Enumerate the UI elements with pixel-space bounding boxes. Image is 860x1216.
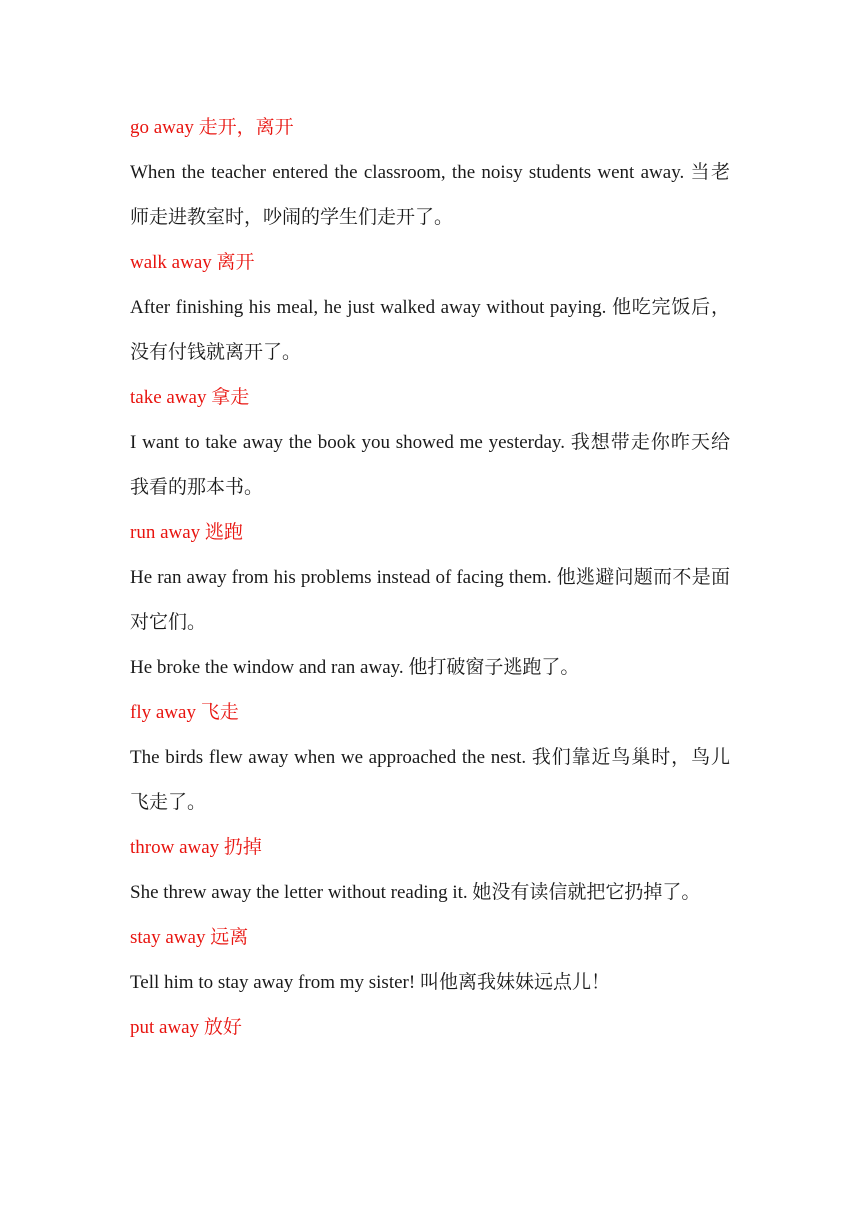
example-sentence: The birds flew away when we approached the nest. 我们靠近鸟巢时，鸟儿飞走了。 [130, 747, 730, 813]
example-sentence: He ran away from his problems instead of facing them. 他逃避问题而不是面对它们。 [130, 567, 730, 633]
example-sentence: I want to take away the book you showed me yesterday. 我想带走你昨天给我看的那本书。 [130, 432, 730, 498]
phrase-walk-away: walk away 离开 [130, 252, 255, 273]
document-body [130, 105, 730, 1050]
example-sentence: Tell him to stay away from my sister! 叫他离我妹妹远点儿！ [130, 972, 610, 993]
phrase-fly-away: fly away 飞走 [130, 702, 239, 723]
phrase-go-away: go away 走开，离开 [130, 117, 294, 138]
example-sentence: She threw away the letter without reading it. 她没有读信就把它扔掉了。 [130, 882, 701, 903]
phrase-put-away: put away 放好 [130, 1017, 242, 1038]
example-sentence: After finishing his meal, he just walked away without paying. 他吃完饭后，没有付钱就离开了。 [130, 297, 730, 363]
example-sentence: He broke the window and ran away. 他打破窗子逃跑了。 [130, 657, 580, 678]
phrase-run-away: run away 逃跑 [130, 522, 243, 543]
example-sentence: When the teacher entered the classroom, the noisy students went away. 当老师走进教室时，吵闹的学生们走开了。 [130, 162, 730, 228]
phrase-stay-away: stay away 远离 [130, 927, 249, 948]
phrase-take-away: take away 拿走 [130, 387, 250, 408]
phrase-throw-away: throw away 扔掉 [130, 837, 262, 858]
